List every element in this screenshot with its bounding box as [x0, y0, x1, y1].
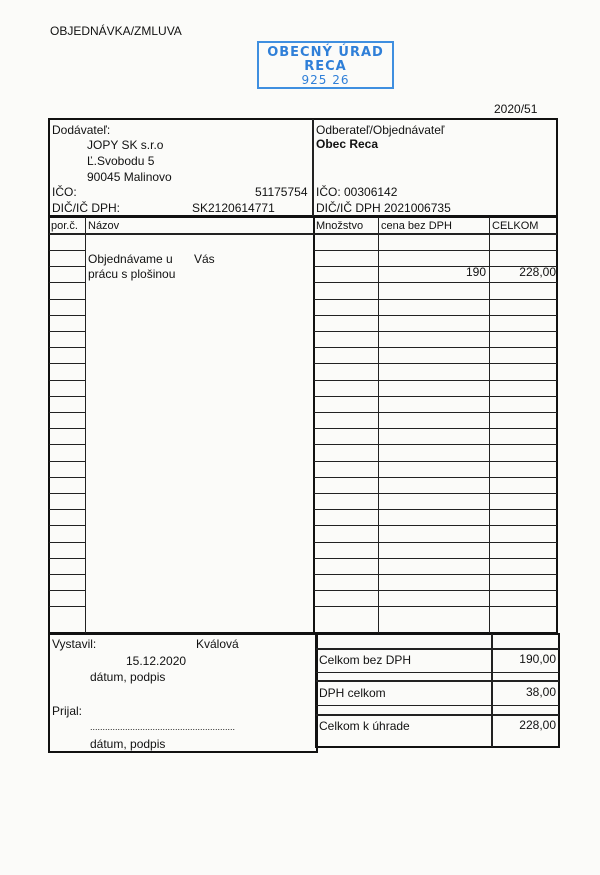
table-row-line-right — [314, 461, 557, 462]
table-row-line-left — [49, 250, 85, 251]
table-row-line-right — [314, 331, 557, 332]
received-label: Prijal: — [52, 704, 83, 718]
table-row-line-left — [49, 412, 85, 413]
table-row-line-right — [314, 250, 557, 251]
issued-name: Kválová — [196, 637, 239, 651]
table-row-line-right — [314, 444, 557, 445]
totals-line-3 — [316, 680, 559, 682]
supplier-name: JOPY SK s.r.o — [87, 138, 164, 152]
stamp-line-1: OBECNÝ ÚRAD — [267, 45, 384, 60]
supplier-heading: Dodávateľ: — [52, 123, 111, 137]
table-row-line-left — [49, 282, 85, 283]
stamp-line-3: 925 26 — [301, 73, 350, 87]
table-row-line-left — [49, 574, 85, 575]
subtotal-label: Celkom bez DPH — [319, 653, 412, 667]
table-row-line-right — [314, 477, 557, 478]
signature-box — [48, 633, 318, 753]
table-row-line-right — [314, 542, 557, 543]
document-title: OBJEDNÁVKA/ZMLUVA — [50, 24, 182, 38]
supplier-dic-value: SK2120614771 — [192, 201, 275, 215]
totals-line-1 — [316, 648, 559, 650]
stamp-line-2: RECA — [304, 59, 347, 74]
table-row-line-right — [314, 590, 557, 591]
item-line-1a: Objednávame u — [88, 252, 173, 266]
due-value: 228,00 — [519, 718, 556, 732]
table-row-line-left — [49, 331, 85, 332]
issued-date: 15.12.2020 — [126, 654, 187, 668]
table-row-line-right — [314, 574, 557, 575]
supplier-ico-label: IČO: — [52, 185, 77, 199]
table-row-line-left — [49, 380, 85, 381]
header-name: Názov — [88, 220, 120, 232]
date-sign-label-2: dátum, podpis — [90, 737, 166, 751]
table-row-line-right — [314, 299, 557, 300]
totals-line-4 — [316, 705, 559, 706]
table-row-line-left — [49, 428, 85, 429]
table-row-line-right — [314, 396, 557, 397]
customer-ico: IČO: 00306142 — [316, 185, 398, 199]
table-row-line-left — [49, 590, 85, 591]
parties-divider — [312, 119, 314, 216]
header-price: cena bez DPH — [381, 220, 452, 232]
header-num: por.č. — [51, 220, 78, 232]
supplier-city: 90045 Malinovo — [87, 170, 172, 184]
subtotal-value: 190,00 — [519, 652, 556, 666]
table-row-line-left — [49, 558, 85, 559]
office-stamp — [257, 41, 394, 89]
signature-dots: .......................................................... — [90, 722, 236, 732]
col-divider-price — [489, 217, 490, 633]
item-total: 228,00 — [519, 265, 556, 279]
table-row-line-left — [49, 347, 85, 348]
customer-name: Obec Reca — [316, 137, 379, 151]
table-row-line-left — [49, 266, 85, 267]
header-qty: Množstvo — [316, 220, 364, 232]
table-row-line-left — [49, 493, 85, 494]
table-row-line-right — [314, 282, 557, 283]
table-row-line-right — [314, 347, 557, 348]
col-divider-qty — [378, 217, 379, 633]
table-row-line-right — [314, 606, 557, 607]
supplier-ico-value: 51175754 — [255, 185, 308, 199]
table-row-line-left — [49, 477, 85, 478]
table-row-line-right — [314, 428, 557, 429]
item-line-1b: Vás — [194, 252, 215, 266]
supplier-street: Ľ.Svobodu 5 — [87, 154, 155, 168]
header-total: CELKOM — [492, 220, 539, 232]
table-row-line-right — [314, 363, 557, 364]
col-divider-num — [85, 217, 86, 633]
totals-line-5 — [316, 714, 559, 716]
item-line-2: prácu s plošinou — [88, 267, 176, 281]
table-row-line-right — [314, 558, 557, 559]
date-sign-label-1: dátum, podpis — [90, 670, 166, 684]
customer-dic: DIČ/IČ DPH 2021006735 — [316, 201, 451, 215]
item-price: 190 — [465, 265, 486, 279]
vat-value: 38,00 — [525, 685, 556, 699]
totals-line-2 — [316, 672, 559, 673]
due-label: Celkom k úhrade — [319, 719, 410, 733]
table-row-line-right — [314, 380, 557, 381]
table-row-line-left — [49, 525, 85, 526]
table-row-line-left — [49, 444, 85, 445]
table-row-line-left — [49, 299, 85, 300]
table-header-line — [49, 233, 557, 235]
table-row-line-left — [49, 396, 85, 397]
table-row-line-right — [314, 525, 557, 526]
issued-label: Vystavil: — [52, 637, 97, 651]
table-row-line-right — [314, 412, 557, 413]
table-row-line-right — [314, 493, 557, 494]
table-row-line-left — [49, 542, 85, 543]
table-row-line-right — [314, 315, 557, 316]
table-row-line-left — [49, 606, 85, 607]
table-row-line-left — [49, 315, 85, 316]
table-row-line-right — [314, 509, 557, 510]
totals-divider — [491, 634, 493, 747]
supplier-dic-label: DIČ/IČ DPH: — [52, 201, 121, 215]
customer-heading: Odberateľ/Objednávateľ — [316, 123, 445, 137]
table-row-line-left — [49, 509, 85, 510]
vat-label: DPH celkom — [319, 686, 386, 700]
table-row-line-left — [49, 461, 85, 462]
table-row-line-left — [49, 363, 85, 364]
order-number: 2020/51 — [494, 102, 538, 116]
